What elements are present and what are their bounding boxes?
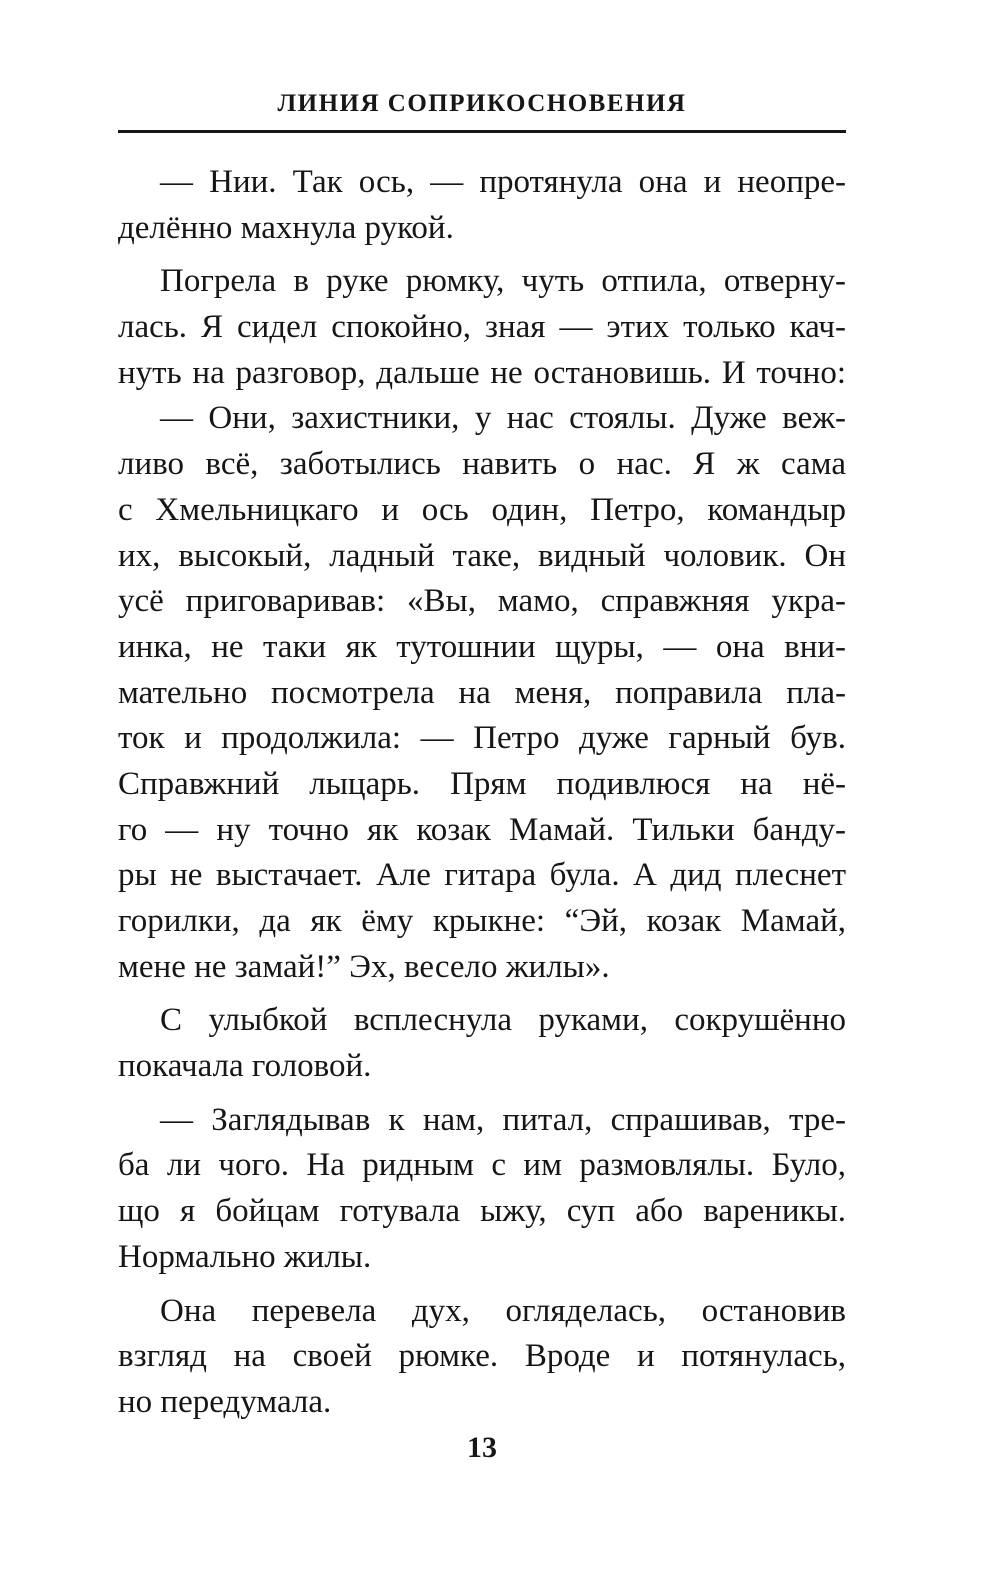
text-line: инка, не таки як тутошнии щуры, — она вни- (118, 628, 846, 665)
header-rule (118, 130, 846, 133)
text-line: усё приговаривав: «Вы, мамо, справжняя укра- (118, 583, 846, 620)
text-line: — Они, захистники, у нас стоялы. Дуже веж- (160, 400, 846, 437)
text-line: ры не выстачает. Але гитара була. А дид плеснет (118, 857, 846, 894)
text-line: взгляд на своей рюмке. Вроде и потянулась, (118, 1338, 846, 1375)
running-title: ЛИНИЯ СОПРИКОСНОВЕНИЯ (277, 90, 687, 117)
text-line: С улыбкой всплеснула руками, сокрушённо (160, 1002, 846, 1039)
text-line: покачала головой. (118, 1048, 372, 1085)
text-line: делённо махнула рукой. (118, 209, 454, 246)
text-line: мене не замай!” Эх, весело жилы». (118, 948, 610, 985)
text-line: що я бойцам готувала ыжу, суп або вареникы. (118, 1193, 846, 1230)
body-text (118, 160, 846, 1426)
text-line: ток и продолжила: — Петро дуже гарный був. (118, 720, 846, 757)
text-line: — Нии. Так ось, — протянула она и неопре- (160, 164, 846, 200)
text-line: Она перевела дух, огляделась, остановив (160, 1292, 846, 1329)
text-line: лась. Я сидел спокойно, зная — этих только кач- (118, 309, 846, 346)
text-line: Нормально жилы. (118, 1238, 372, 1275)
text-line: их, высокый, ладный таке, видный чоловик. Он (118, 537, 846, 574)
text-line: — Заглядывав к нам, питал, спрашивав, тре- (160, 1101, 846, 1138)
text-line: ба ли чого. На ридным с им размовлялы. Було, (118, 1147, 846, 1184)
text-line: с Хмельницкаго и ось один, Петро, командыр (118, 491, 846, 528)
text-line: Погрела в руке рюмку, чуть отпила, отверну- (160, 263, 846, 300)
text-line: Справжний лыцарь. Прям подивлюся на нё- (118, 765, 846, 802)
text-line: но передумала. (118, 1383, 332, 1420)
text-line: мательно посмотрела на меня, поправила пла- (118, 674, 846, 711)
text-line: ливо всё, заботылись навить о нас. Я ж сама (118, 446, 846, 483)
text-line: нуть на разговор, дальше не остановишь. И точно: (118, 354, 846, 391)
page-number: 13 (467, 1431, 497, 1464)
text-line: го — ну точно як козак Мамай. Тильки банду- (118, 811, 846, 848)
text-line: горилки, да як ёму крыкне: “Эй, козак Мамай, (118, 903, 846, 939)
